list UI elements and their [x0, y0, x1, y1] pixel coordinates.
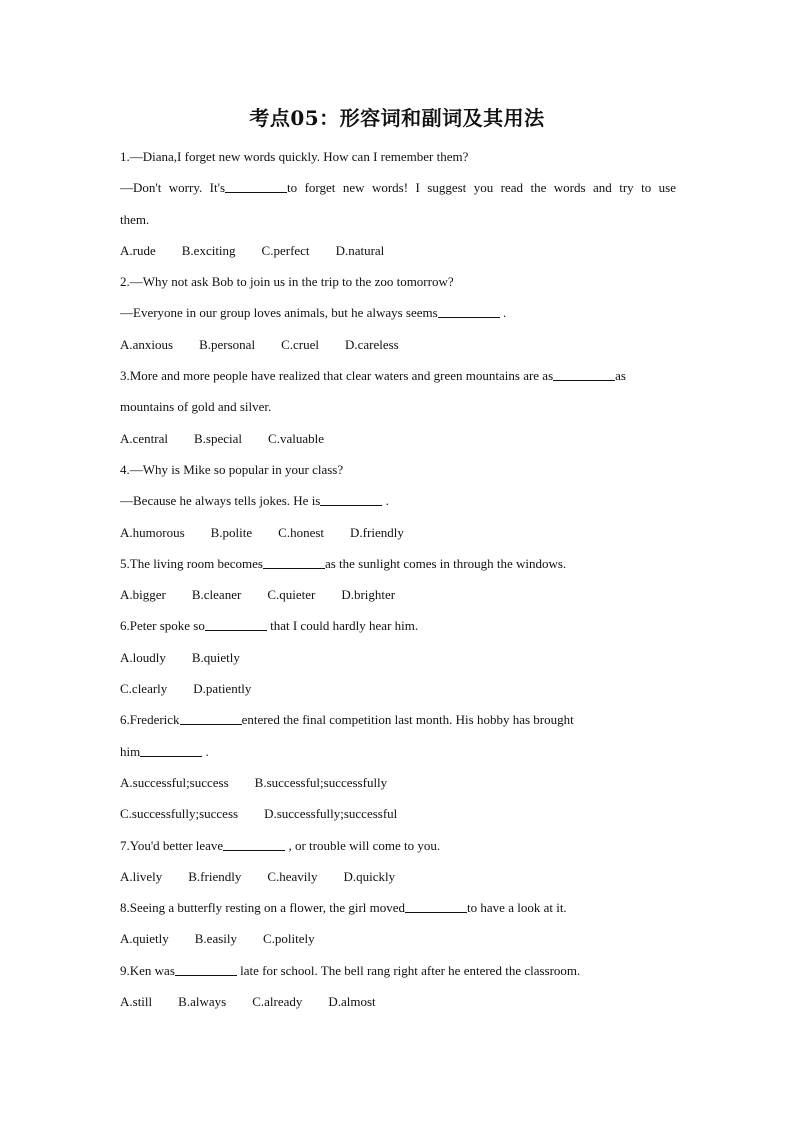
option-c: C.heavily	[267, 868, 318, 884]
option-d: D.careless	[344, 336, 399, 352]
option-a: A.still	[120, 994, 153, 1010]
question-5-options	[120, 579, 676, 610]
question-2-options	[120, 329, 676, 360]
option-a: A.central	[120, 430, 169, 446]
question-4-options	[120, 517, 676, 548]
answer-blank	[205, 617, 267, 631]
question-1-stem: 1.—Diana,I forget new words quickly. How can I remember them?	[120, 149, 469, 164]
option-a: A.bigger	[120, 587, 166, 603]
question-1-options	[120, 235, 676, 266]
option-c: C.cruel	[281, 336, 319, 352]
option-a: A.humorous	[120, 524, 185, 540]
question-6-options-row-1	[120, 642, 676, 673]
question-2-stem-cont: —Everyone in our group loves animals, but he always seems .	[120, 305, 507, 321]
option-b: B.special	[194, 430, 243, 446]
option-b: B.exciting	[181, 242, 236, 258]
answer-blank	[438, 304, 500, 318]
option-b: B.always	[178, 994, 227, 1010]
question-3-stem-cont: mountains of gold and silver.	[120, 399, 272, 415]
answer-blank	[223, 837, 285, 851]
question-3-options	[120, 423, 676, 454]
option-b: B.polite	[210, 524, 253, 540]
answer-blank	[225, 179, 287, 193]
question-6b-stem-cont: him .	[120, 743, 209, 759]
answer-blank	[553, 367, 615, 381]
answer-blank	[263, 555, 325, 569]
question-8-stem: 8.Seeing a butterfly resting on a flower, the girl moved to have a look at it.	[120, 900, 567, 916]
answer-blank	[320, 492, 382, 506]
option-c: C.valuable	[268, 430, 324, 446]
option-b: B.successful;successfully	[254, 774, 388, 790]
option-b: B.personal	[199, 336, 256, 352]
question-8-options	[120, 923, 676, 954]
question-9-options	[120, 986, 676, 1017]
option-d: D.quickly	[343, 868, 396, 884]
answer-blank	[140, 743, 202, 757]
question-list	[120, 141, 676, 1017]
question-2-stem: 2.—Why not ask Bob to join us in the trip to the zoo tomorrow?	[120, 274, 454, 290]
option-d: D.natural	[335, 242, 385, 258]
question-6-options-row-2	[120, 673, 676, 704]
option-a: A.loudly	[120, 649, 166, 665]
question-7-stem: 7.You'd better leave , or trouble will come to you.	[120, 837, 441, 853]
option-b: B.friendly	[188, 868, 242, 884]
question-5-stem: 5.The living room becomes as the sunlight comes in through the windows.	[120, 555, 567, 571]
option-c: C.successfully;success	[120, 806, 239, 822]
option-d: D.successfully;successful	[264, 806, 398, 822]
option-c: C.politely	[263, 931, 315, 947]
option-b: B.easily	[194, 931, 237, 947]
option-d: D.friendly	[350, 524, 404, 540]
option-d: D.almost	[328, 994, 376, 1010]
option-a: A.anxious	[120, 336, 174, 352]
option-b: B.cleaner	[191, 587, 242, 603]
question-1-stem-end: them.	[120, 211, 150, 227]
answer-blank	[180, 711, 242, 725]
option-a: A.lively	[120, 868, 163, 884]
question-4-stem: 4.—Why is Mike so popular in your class?	[120, 461, 344, 477]
option-c: C.perfect	[261, 242, 310, 258]
option-c: C.clearly	[120, 681, 168, 697]
option-c: C.quieter	[267, 587, 316, 603]
page-title: 考点05：形容词和副词及其用法	[249, 106, 545, 130]
option-a: A.quietly	[120, 931, 169, 947]
option-c: C.already	[252, 994, 303, 1010]
answer-blank	[405, 899, 467, 913]
question-7-options	[120, 861, 676, 892]
option-d: D.brighter	[341, 587, 396, 603]
option-a: A.successful;success	[120, 774, 229, 790]
question-6b-stem: 6.Frederick entered the final competition last month. His hobby has brought	[120, 712, 574, 728]
option-a: A.rude	[120, 242, 156, 258]
question-6b-options-row-1	[120, 767, 676, 798]
option-d: D.patiently	[193, 681, 252, 697]
option-b: B.quietly	[191, 649, 240, 665]
option-c: C.honest	[278, 524, 325, 540]
question-9-stem: 9.Ken was late for school. The bell rang right after he entered the classroom.	[120, 962, 581, 978]
question-6b-options-row-2	[120, 798, 676, 829]
question-6-stem: 6.Peter spoke so that I could hardly hear him.	[120, 618, 419, 634]
question-4-stem-cont: —Because he always tells jokes. He is .	[120, 493, 389, 509]
question-1-stem-cont: —Don't worry. It's to forget new words! I suggest you read the words and try to use	[120, 180, 676, 196]
answer-blank	[175, 962, 237, 976]
question-3-stem: 3.More and more people have realized that clear waters and green mountains are as as	[120, 368, 626, 384]
